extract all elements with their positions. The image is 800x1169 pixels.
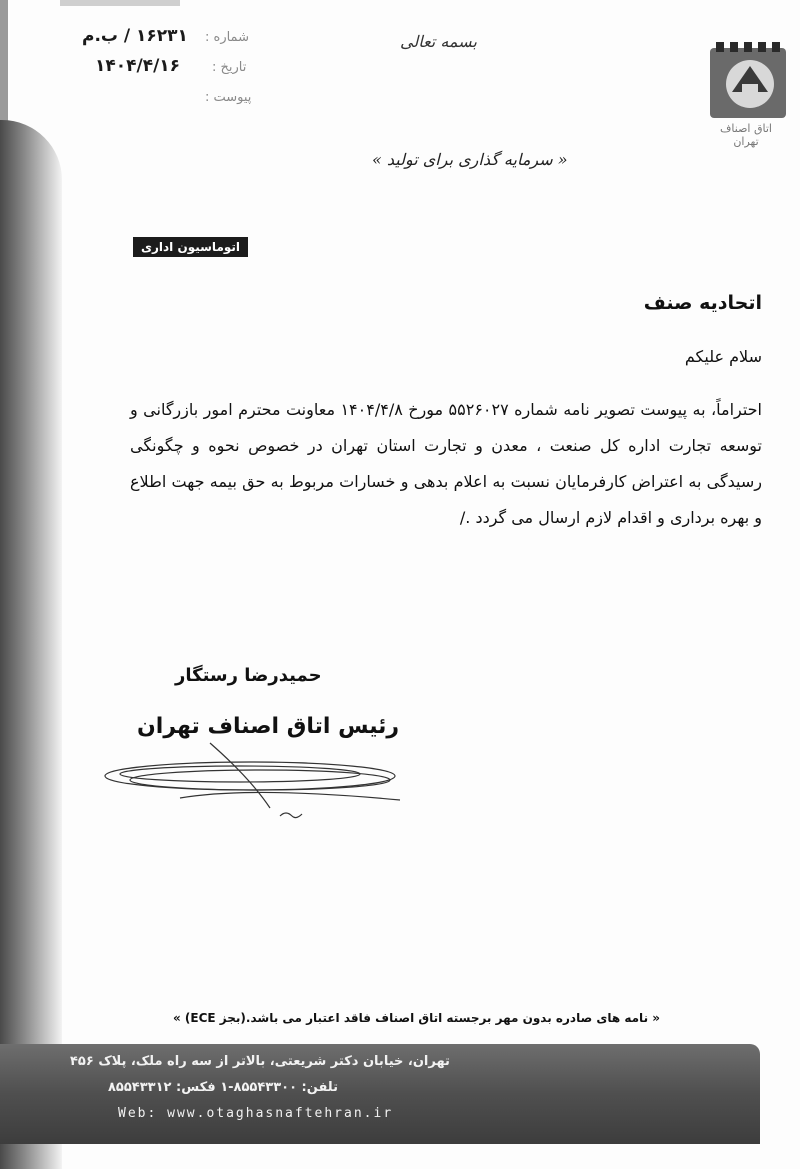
recipient: اتحادیه صنف: [643, 292, 762, 314]
logo-caption: اتاق اصناف تهران: [720, 122, 772, 148]
footer-website: Web: www.otaghasnaftehran.ir: [118, 1106, 394, 1121]
signer-title: رئیس اتاق اصناف تهران: [137, 714, 400, 739]
letter-date-label: تاریخ :: [212, 60, 247, 75]
office-automation-stamp: اتوماسیون اداری: [133, 237, 248, 257]
handwritten-signature-icon: [100, 738, 420, 838]
letter-body-text: احتراماً، به پیوست تصویر نامه شماره ۵۵۲۶۰۲۷ مورخ ۱۴۰۴/۴/۸ معاونت محترم امور بازرگانی و توسعه تجارت اداره کل صنعت ، معدن و تجارت استان تهران در خصوص نحوه و چگونگی رسیدگی به اعتراض کارفرمایان نسبت به اعلام بدهی و خسارات مربوط به حق بیمه جهت اطلاع و بهره برداری و اقدام لازم ارسال می گردد ./: [130, 400, 763, 527]
footer-address: تهران، خیابان دکتر شریعتی، بالاتر از سه راه ملک، پلاک ۴۵۶: [70, 1054, 450, 1069]
scan-top-edge: [60, 0, 180, 6]
letter-number: ۱۶۲۳۱ / ب.م: [82, 26, 188, 46]
footer-phones: تلفن: ۸۵۵۴۳۳۰۰-۱ فکس: ۸۵۵۴۳۳۱۲: [108, 1080, 338, 1095]
letter-attachment-label: پیوست :: [205, 90, 252, 105]
motto: « سرمایه گذاری برای تولید »: [372, 150, 568, 169]
letter-body: [130, 392, 762, 536]
letterhead-side-band: [0, 120, 62, 1169]
footer-note: « نامه های صادره بدون مهر برجسته اتاق اصناف فاقد اعتبار می باشد.(بجز ECE) »: [173, 1011, 660, 1025]
letter-number-label: شماره :: [205, 30, 249, 45]
greeting: سلام علیکم: [684, 347, 762, 366]
signer-name: حمیدرضا رستگار: [175, 665, 322, 686]
letter-date: ۱۴۰۴/۴/۱۶: [95, 56, 181, 76]
bismillah-heading: بسمه تعالی: [400, 32, 477, 51]
